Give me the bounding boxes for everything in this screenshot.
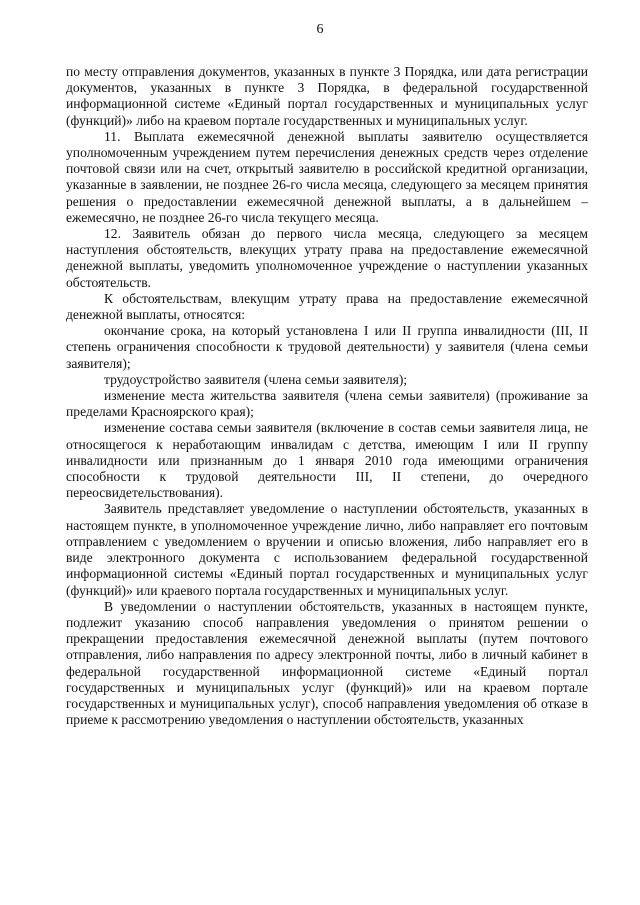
paragraph-item-11: 11. Выплата ежемесячной денежной выплаты заявителю осуществляется уполномоченным учреждением путем перечисления денежных средств через отделение почтовой связи или на счет, открытый заявителю в российской кредитной организации, указанные в заявлении, не позднее 26-го числа месяца, следующего за месяцем принятия решения о предоставлении ежемесячной денежной выплаты, а в дальнейшем – ежемесячно, не позднее 26-го числа текущего месяца.	[66, 128, 588, 225]
paragraph-continuation: по месту отправления документов, указанных в пункте 3 Порядка, или дата регистрации документов, указанных в пункте 3 Порядка, в федеральной государственной информационной системе «Единый портал государственных и муниципальных услуг (функций)» либо на краевом портале государственных и муниципальных услуг.	[66, 64, 588, 128]
paragraph-notification-submission: Заявитель представляет уведомление о наступлении обстоятельств, указанных в настоящем пункте, в уполномоченное учреждение лично, либо направляет его почтовым отправлением с уведомлением о вручении и описью вложения, либо направляет его в виде электронного документа с использованием федеральной государственной информационной системы «Единый портал государственных и муниципальных услуг (функций)» или краевого портала государственных и муниципальных услуг.	[66, 501, 588, 598]
paragraph-employment: трудоустройство заявителя (члена семьи заявителя);	[104, 371, 408, 387]
paragraph-item-12: 12. Заявитель обязан до первого числа месяца, следующего за месяцем наступления обстоятельств, влекущих утрату права на предоставление ежемесячной денежной выплаты, уведомить уполномоченное учреждение о наступлении указанных обстоятельств.	[66, 226, 588, 290]
paragraph-notification-content: В уведомлении о наступлении обстоятельств, указанных в настоящем пункте, подлежит указанию способ направления уведомления о принятом решении о прекращении предоставления ежемесячной денежной выплаты (путем почтового отправления, либо направления по адресу электронной почты, либо в личный кабинет в федеральной государственной информационной системе «Единый портал государственных и муниципальных услуг (функций)» или на краевом портале государственных и муниципальных услуг), способ направления уведомления об отказе в приеме к рассмотрению уведомления о наступлении обстоятельств, указанных	[66, 598, 588, 728]
paragraph-family-change: изменение состава семьи заявителя (включение в состав семьи заявителя лица, не относящегося к неработающим инвалидам с детства, имеющим I или II группу инвалидности или признанным до 1 января 2010 года имеющими ограничения способности к трудовой деятельности III, II степени, до очередного переосвидетельствования).	[66, 420, 588, 501]
document-body	[66, 64, 588, 728]
paragraph-residence-change: изменение места жительства заявителя (члена семьи заявителя) (проживание за пределами Красноярского края);	[66, 388, 588, 420]
paragraph-circumstances-intro: К обстоятельствам, влекущим утрату права на предоставление ежемесячной денежной выплаты, относятся:	[66, 290, 588, 323]
paragraph-disability-term-end: окончание срока, на который установлена I или II группа инвалидности (III, II степень ограничения способности к трудовой деятельности) у заявителя (члена семьи заявителя);	[66, 323, 588, 371]
page-number: 6	[316, 22, 324, 37]
